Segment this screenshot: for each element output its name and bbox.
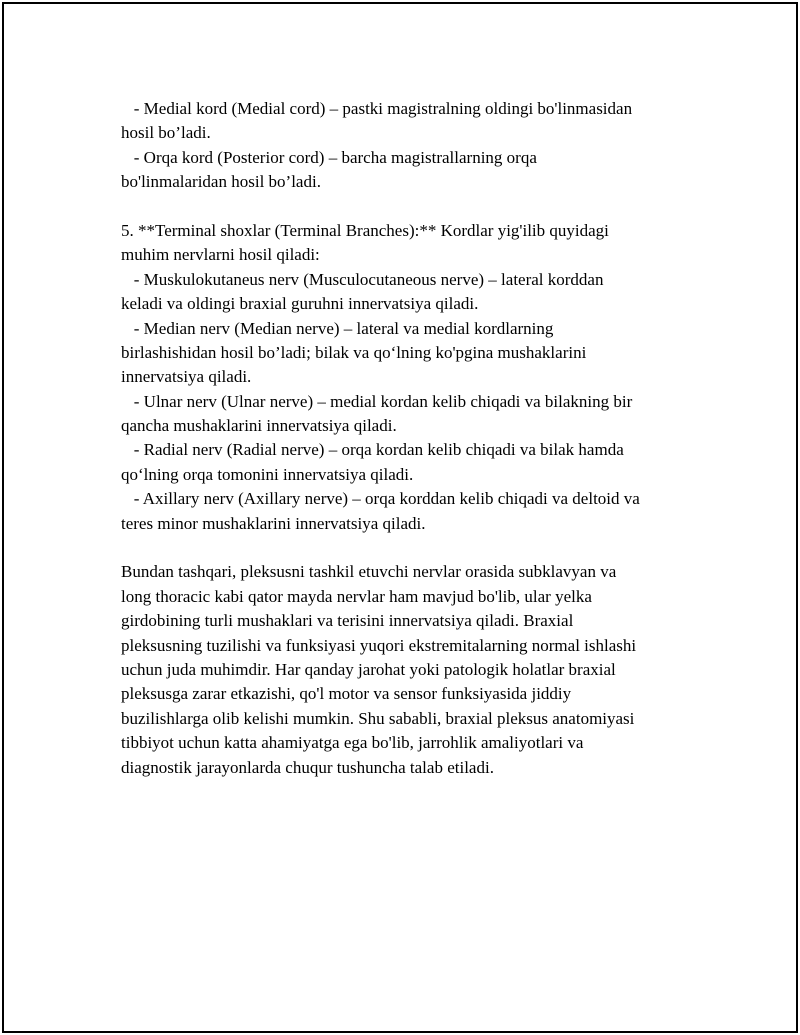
- text-line: pleksusning tuzilishi va funksiyasi yuqori ekstremitalarning normal ishlashi: [121, 635, 637, 655]
- text-line: long thoracic kabi qator mayda nervlar ham mavjud bo'lib, ular yelka: [121, 586, 592, 606]
- text-line: hosil bo’ladi.: [121, 123, 211, 143]
- paragraph-gap: [121, 195, 701, 219]
- text-line: Bundan tashqari, pleksusni tashkil etuvchi nervlar orasida subklavyan va: [121, 562, 617, 582]
- list-item-median: - Median nerv (Median nerve) – lateral va medial kordlarning: [121, 318, 554, 338]
- list-item-ulnar: - Ulnar nerv (Ulnar nerve) – medial kordan kelib chiqadi va bilakning bir: [121, 391, 633, 411]
- list-item-musculocutaneous: - Muskulokutaneus nerv (Musculocutaneous nerve) – lateral korddan: [121, 269, 604, 289]
- list-item-axillary: - Axillary nerv (Axillary nerve) – orqa korddan kelib chiqadi va deltoid va: [121, 489, 640, 509]
- text-line: buzilishlarga olib kelishi mumkin. Shu sababli, braxial pleksus anatomiyasi: [121, 708, 635, 728]
- text-line: bo'linmalaridan hosil bo’ladi.: [121, 172, 321, 192]
- text-line: teres minor mushaklarini innervatsiya qiladi.: [121, 513, 426, 533]
- list-item-radial: - Radial nerv (Radial nerve) – orqa kordan kelib chiqadi va bilak hamda: [121, 440, 624, 460]
- text-line: uchun juda muhimdir. Har qanday jarohat yoki patologik holatlar braxial: [121, 659, 616, 679]
- page-frame: [2, 2, 798, 1033]
- text-line: - Medial kord (Medial cord) – pastki magistralning oldingi bo'linmasidan: [121, 99, 633, 118]
- text-line: tibbiyot uchun katta ahamiyatga ega bo'lib, jarrohlik amaliyotlari va: [121, 733, 584, 753]
- text-line: qancha mushaklarini innervatsiya qiladi.: [121, 416, 397, 436]
- section-heading-line: 5. **Terminal shoxlar (Terminal Branches):** Kordlar yig'ilib quyidagi: [121, 220, 609, 240]
- terminal-branches-block: [121, 219, 701, 536]
- text-line: pleksusga zarar etkazishi, qo'l motor va sensor funksiyasida jiddiy: [121, 684, 572, 704]
- text-line: - Orqa kord (Posterior cord) – barcha magistrallarning orqa: [121, 147, 537, 167]
- text-line: innervatsiya qiladi.: [121, 367, 252, 387]
- text-line: girdobining turli mushaklari va terisini innervatsiya qiladi. Braxial: [121, 611, 574, 631]
- cords-continued-block: [121, 97, 701, 195]
- text-line: birlashishidan hosil bo’ladi; bilak va qo‘lning ko'pgina mushaklarini: [121, 342, 587, 362]
- text-line: qo‘lning orqa tomonini innervatsiya qiladi.: [121, 464, 414, 484]
- text-line: keladi va oldingi braxial guruhni innervatsiya qiladi.: [121, 294, 479, 314]
- text-line: diagnostik jarayonlarda chuqur tushuncha talab etiladi.: [121, 757, 494, 777]
- document-body: [121, 97, 701, 780]
- conclusion-paragraph: [121, 560, 701, 780]
- text-line: muhim nervlarni hosil qiladi:: [121, 245, 320, 265]
- paragraph-gap: [121, 536, 701, 560]
